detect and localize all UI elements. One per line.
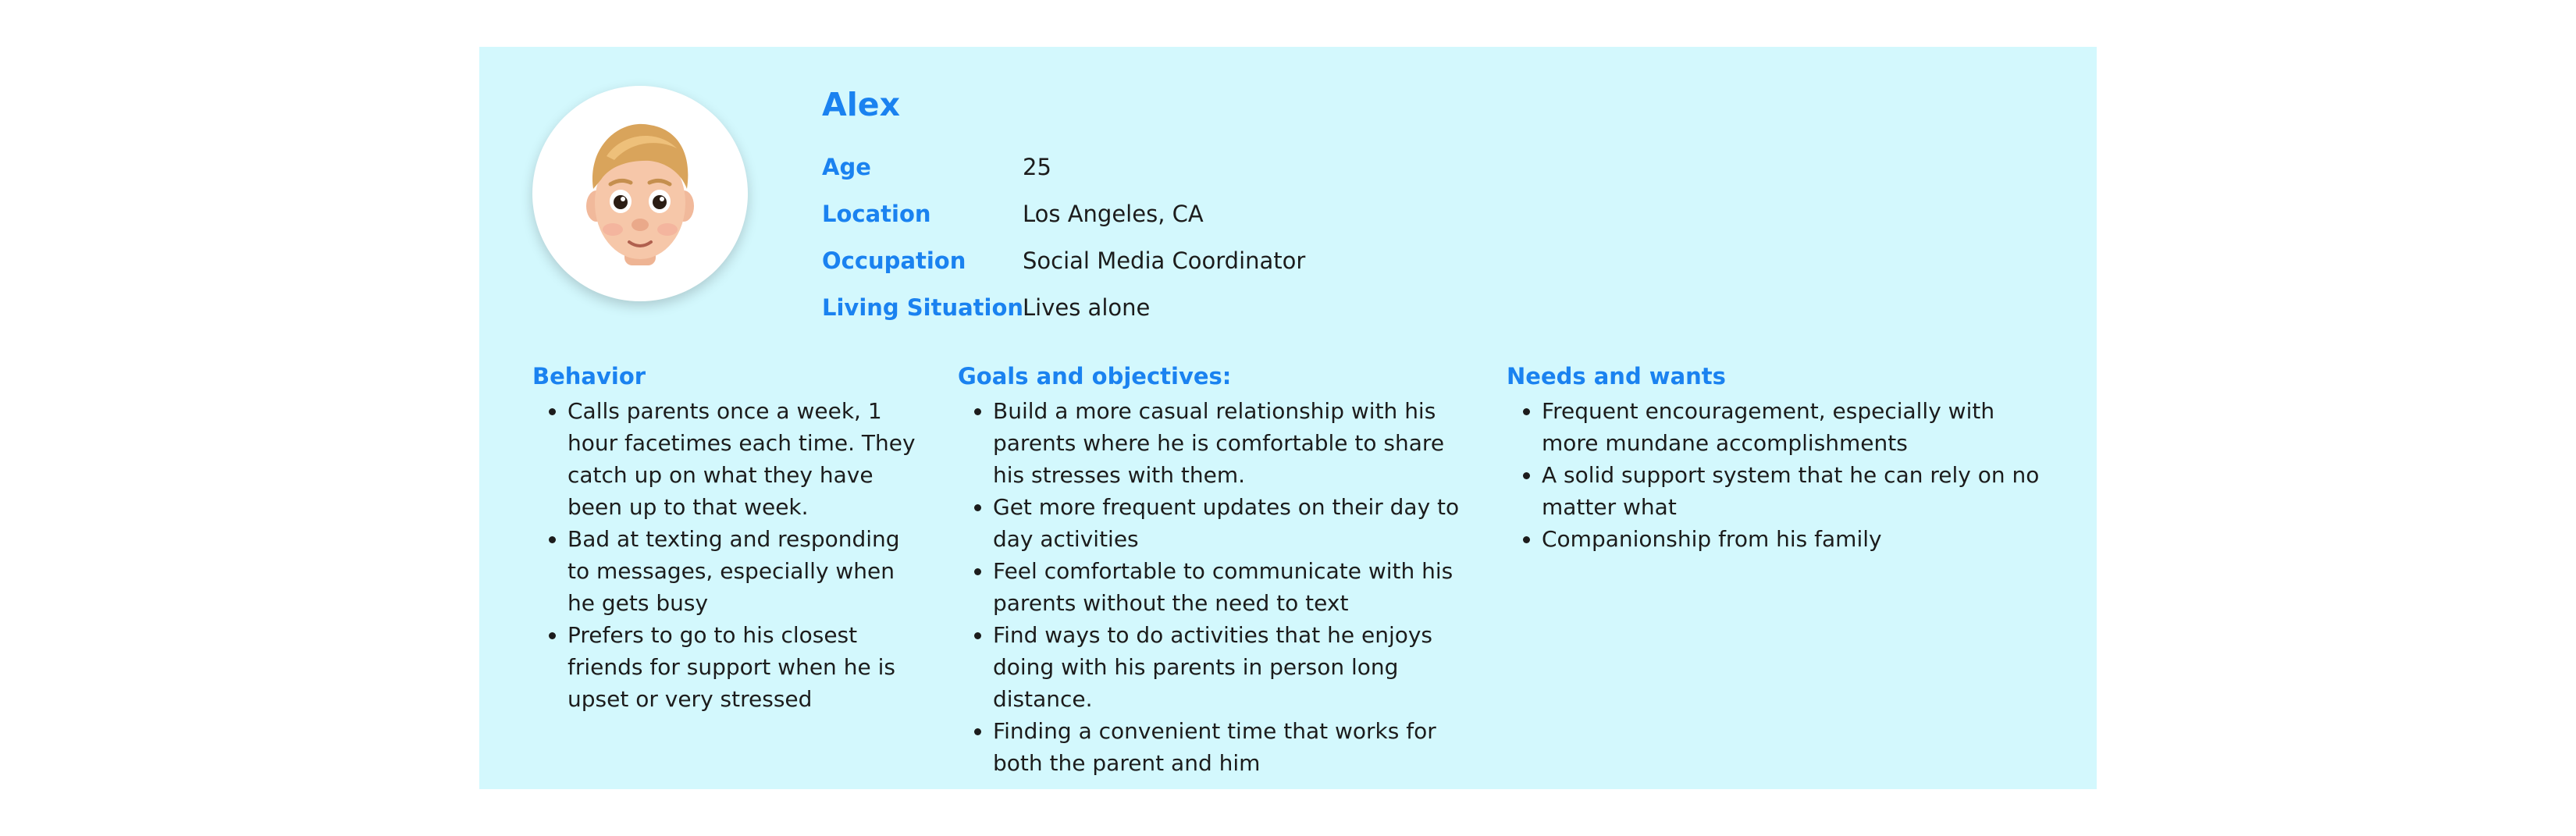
info-value: Lives alone <box>1023 294 1151 321</box>
list-item: • A solid support system that he can rely on no matter what <box>1542 459 2053 523</box>
list-item: • Frequent encouragement, especially with more mundane accomplishments <box>1542 395 2053 459</box>
info-value: Social Media Coordinator <box>1023 247 1306 274</box>
behavior-list <box>532 395 923 715</box>
list-item: • Feel comfortable to communicate with his parents without the need to text <box>993 555 1481 619</box>
avatar <box>532 86 748 301</box>
needs-section <box>1507 358 2053 555</box>
info-label: Location <box>822 201 931 227</box>
behavior-section <box>532 358 923 715</box>
persona-card <box>479 47 2097 789</box>
goals-list <box>958 395 1481 779</box>
info-value: Los Angeles, CA <box>1023 201 1204 227</box>
list-item: • Prefers to go to his closest friends for support when he is upset or very stressed <box>568 619 923 715</box>
behavior-title: Behavior <box>532 363 646 390</box>
info-label: Living Situation <box>822 294 1024 321</box>
needs-list <box>1507 395 2053 555</box>
list-item: • Companionship from his family <box>1542 523 2053 555</box>
list-item: • Bad at texting and responding to messages, especially when he gets busy <box>568 523 923 619</box>
info-value: 25 <box>1023 154 1051 180</box>
list-item: • Build a more casual relationship with his parents where he is comfortable to share his stresses with them. <box>993 395 1481 491</box>
list-item: • Calls parents once a week, 1 hour facetimes each time. They catch up on what they have been up to that week. <box>568 395 923 523</box>
goals-title: Goals and objectives: <box>958 363 1232 390</box>
needs-title: Needs and wants <box>1507 363 1726 390</box>
list-item: • Find ways to do activities that he enjoys doing with his parents in person long distance. <box>993 619 1481 715</box>
memoji-avatar-icon <box>532 86 748 301</box>
list-item: • Get more frequent updates on their day to day activities <box>993 491 1481 555</box>
info-label: Occupation <box>822 247 966 274</box>
persona-name: Alex <box>822 86 901 123</box>
goals-section <box>958 358 1481 779</box>
list-item: • Finding a convenient time that works for both the parent and him <box>993 715 1481 779</box>
info-label: Age <box>822 154 871 180</box>
